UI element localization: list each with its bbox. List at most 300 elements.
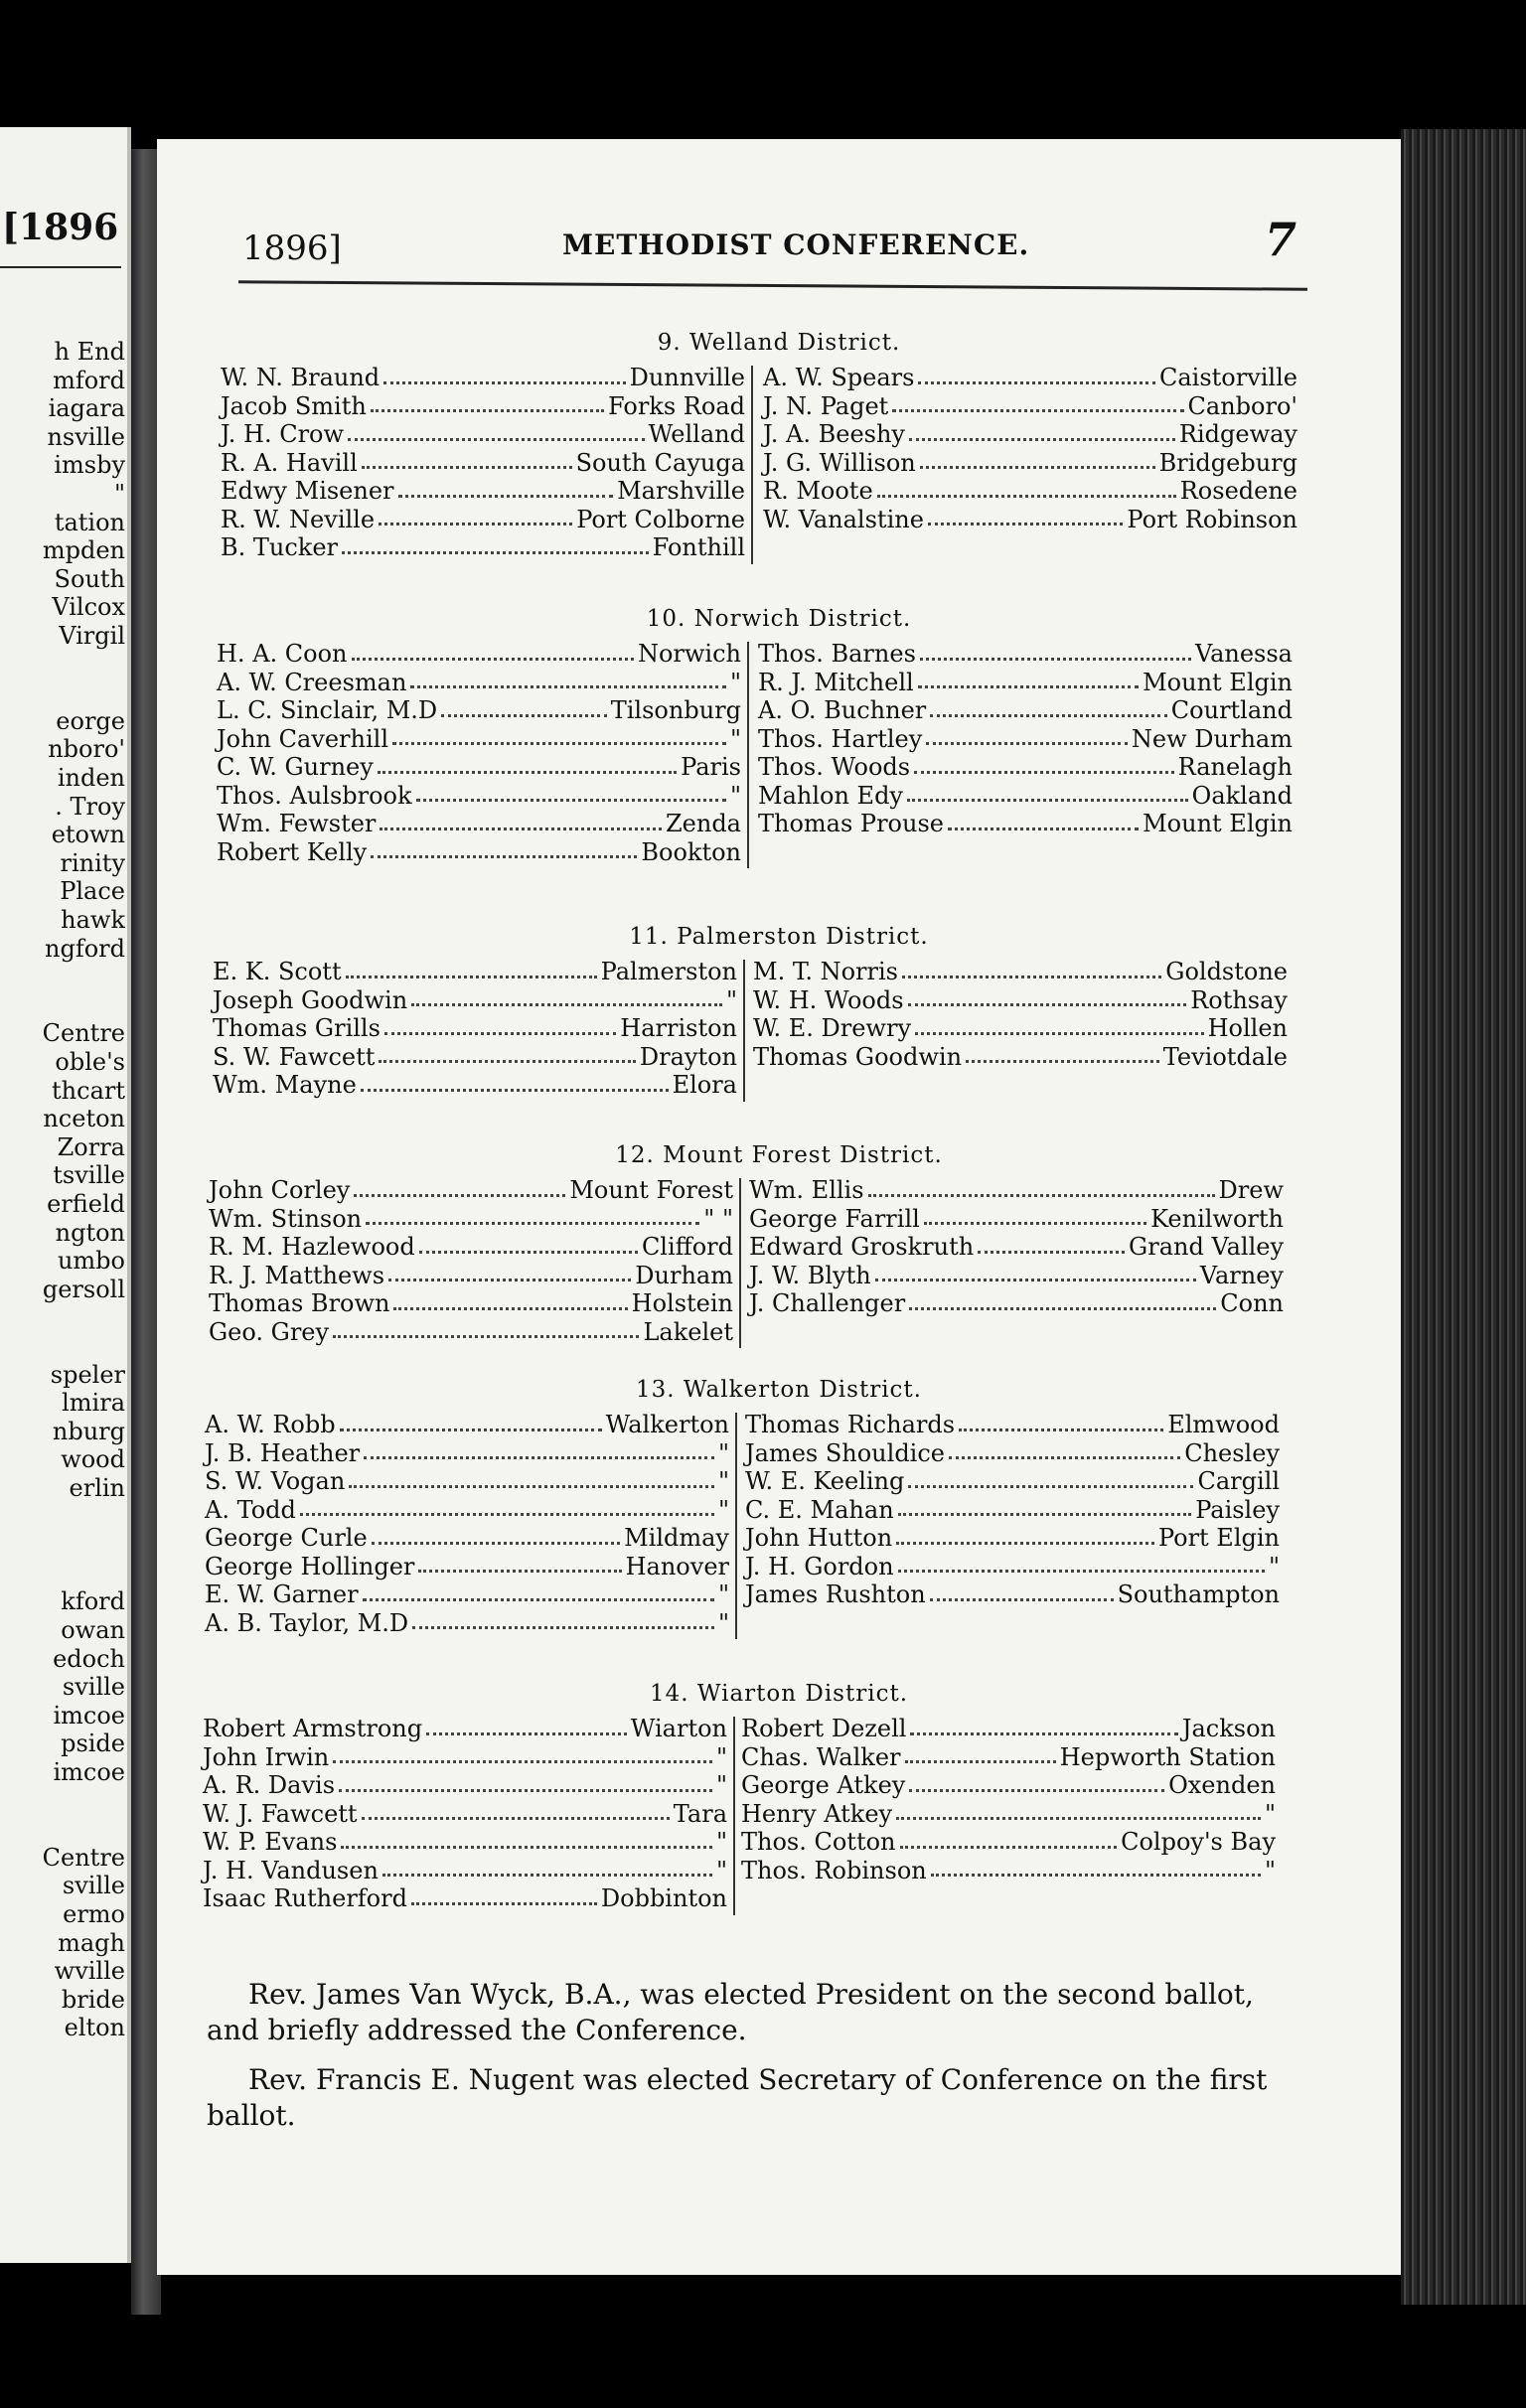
facing-page-line: . Troy (55, 792, 125, 821)
leader-dots (372, 1524, 620, 1545)
facing-page-line: Virgil (59, 622, 125, 650)
leader-dots (418, 1553, 621, 1574)
district-column-left (217, 640, 741, 866)
minister-entry (749, 1289, 1284, 1318)
minister-name: J. W. Blyth (749, 1261, 871, 1289)
secretary-paragraph: Rev. Francis E. Nugent was elected Secretary of Conference on the first ballot. (207, 2063, 1268, 2132)
district-title: 10. Norwich District. (646, 606, 912, 632)
leader-dots (371, 838, 637, 859)
circuit-name: " (717, 1608, 729, 1637)
leader-dots (341, 1828, 712, 1849)
minister-entry (203, 1715, 727, 1743)
minister-entry (205, 1553, 729, 1581)
minister-entry (213, 1014, 737, 1043)
district-column-left (213, 958, 737, 1100)
facing-page-rule (0, 266, 121, 268)
minister-name: J. G. Willison (763, 448, 916, 477)
minister-name: James Shouldice (745, 1438, 945, 1467)
leader-dots (920, 449, 1155, 470)
leader-dots (410, 669, 726, 689)
leader-dots (398, 477, 614, 498)
minister-entry (217, 838, 741, 867)
circuit-name: Hanover (625, 1552, 729, 1580)
circuit-name: Paisley (1195, 1495, 1280, 1524)
circuit-name: Tilsonburg (610, 696, 741, 724)
circuit-name: New Durham (1131, 724, 1293, 753)
minister-name: W. E. Drewry (753, 1014, 911, 1042)
leader-dots (914, 753, 1173, 774)
facing-page-line: speler (50, 1360, 125, 1389)
minister-entry (763, 392, 1297, 421)
minister-entry (745, 1496, 1280, 1525)
minister-entry (217, 810, 741, 838)
minister-name: A. Todd (205, 1495, 296, 1524)
circuit-name: Canboro' (1187, 391, 1297, 420)
circuit-name: Teviotdale (1162, 1042, 1288, 1071)
minister-entry (758, 640, 1293, 669)
minister-name: R. W. Neville (221, 505, 376, 533)
facing-page-line: elton (64, 2014, 125, 2042)
facing-page-line: sville (62, 1872, 125, 1900)
minister-entry (203, 1771, 727, 1800)
minister-entry (741, 1800, 1276, 1829)
circuit-name: " " (703, 1204, 733, 1233)
circuit-name: Cargill (1197, 1467, 1280, 1495)
district-column-right (758, 640, 1293, 838)
minister-name: E. W. Garner (205, 1580, 359, 1608)
leader-dots (300, 1496, 714, 1517)
leader-dots (948, 810, 1139, 830)
facing-page-line: thcart (52, 1076, 125, 1105)
leader-dots (930, 696, 1167, 717)
minister-name: W. J. Fawcett (203, 1799, 358, 1828)
circuit-name: Drayton (639, 1042, 737, 1071)
minister-entry (205, 1439, 729, 1468)
facing-page-line: Vilcox (52, 593, 125, 622)
minister-name: Thos. Hartley (758, 724, 923, 753)
minister-name: W. Vanalstine (763, 505, 924, 533)
facing-page-line: iagara (48, 394, 125, 423)
facing-page-line: rinity (60, 848, 125, 877)
minister-entry (221, 364, 745, 392)
running-head-title: METHODIST CONFERENCE. (562, 228, 1030, 261)
minister-name: J. B. Heather (205, 1438, 361, 1467)
minister-entry (209, 1318, 733, 1347)
district-column-right (745, 1411, 1280, 1609)
facing-page-line: kford (61, 1587, 125, 1616)
running-head-year: 1896] (242, 228, 342, 268)
leader-dots (930, 1580, 1114, 1601)
leader-dots (419, 1233, 638, 1254)
minister-name: Geo. Grey (209, 1317, 330, 1346)
minister-entry (217, 753, 741, 782)
minister-name: Isaac Rutherford (203, 1884, 407, 1912)
leader-dots (340, 1411, 602, 1431)
leader-dots (380, 810, 662, 830)
leader-dots (366, 1205, 699, 1226)
circuit-name: Norwich (637, 640, 741, 668)
leader-dots (349, 1467, 714, 1488)
district-title: 14. Wiarton District. (649, 1681, 909, 1707)
circuit-name: Paris (681, 753, 741, 781)
facing-page-line: magh (58, 1928, 125, 1957)
minister-name: L. C. Sinclair, M.D (217, 696, 438, 724)
facing-page-line: Zorra (57, 1132, 125, 1161)
minister-entry (763, 506, 1297, 534)
facing-page-line: imcoe (53, 1758, 125, 1786)
minister-name: Thomas Prouse (758, 810, 944, 837)
facing-page-line: mford (53, 366, 125, 394)
minister-name: Robert Armstrong (203, 1715, 423, 1742)
minister-name: M. T. Norris (753, 958, 898, 985)
minister-entry (753, 986, 1288, 1015)
minister-name: Thos. Aulsbrook (217, 781, 412, 810)
circuit-name: Palmerston (600, 958, 737, 985)
circuit-name: Oxenden (1168, 1771, 1276, 1799)
leader-dots (926, 725, 1128, 746)
minister-name: W. H. Woods (753, 985, 904, 1014)
minister-entry (209, 1233, 733, 1262)
minister-name: Wm. Stinson (209, 1204, 363, 1233)
circuit-name: Goldstone (1165, 958, 1288, 985)
minister-name: J. N. Paget (763, 391, 889, 420)
circuit-name: Durham (635, 1261, 733, 1289)
circuit-name: " (1268, 1552, 1280, 1580)
circuit-name: " (715, 1742, 727, 1771)
leader-dots (920, 640, 1191, 661)
circuit-name: Wiarton (630, 1715, 727, 1742)
minister-name: B. Tucker (221, 533, 339, 561)
minister-name: R. A. Havill (221, 448, 358, 477)
leader-dots (928, 506, 1123, 527)
minister-name: J. Challenger (749, 1289, 906, 1317)
circuit-name: Elora (672, 1071, 737, 1099)
minister-name: James Rushton (745, 1580, 926, 1608)
circuit-name: Harriston (620, 1014, 737, 1042)
leader-dots (361, 1071, 669, 1092)
leader-dots (910, 1715, 1177, 1735)
minister-name: Wm. Fewster (217, 810, 377, 837)
circuit-name: " (729, 724, 741, 753)
leader-dots (915, 1014, 1204, 1035)
minister-entry (221, 420, 745, 449)
circuit-name: Mount Elgin (1143, 810, 1293, 837)
circuit-name: Lakelet (643, 1317, 733, 1346)
leader-dots (362, 449, 572, 470)
district-column-left (221, 364, 745, 562)
minister-entry (213, 1071, 737, 1100)
minister-entry (758, 725, 1293, 754)
leader-dots (875, 1262, 1196, 1282)
circuit-name: " (729, 668, 741, 696)
leader-dots (924, 1205, 1146, 1226)
facing-page-line: imsby (54, 451, 125, 480)
minister-entry (213, 958, 737, 986)
facing-page-line: wville (54, 1957, 125, 1986)
minister-name: Thos. Woods (758, 753, 911, 781)
facing-page-line: tsville (53, 1161, 125, 1190)
minister-entry (749, 1262, 1284, 1290)
minister-name: J. H. Gordon (745, 1552, 894, 1580)
leader-dots (342, 533, 649, 554)
minister-entry (749, 1233, 1284, 1262)
minister-name: Thomas Grills (213, 1014, 381, 1042)
minister-entry (221, 477, 745, 506)
minister-name: George Atkey (741, 1771, 906, 1799)
leader-dots (978, 1233, 1125, 1254)
minister-entry (217, 669, 741, 697)
leader-dots (388, 1262, 631, 1282)
minister-entry (217, 696, 741, 725)
circuit-name: Mount Elgin (1143, 668, 1293, 696)
minister-entry (217, 725, 741, 754)
facing-page-line: eorge (56, 706, 125, 735)
circuit-name: Hepworth Station (1059, 1742, 1276, 1771)
leader-dots (898, 1553, 1265, 1574)
minister-entry (203, 1800, 727, 1829)
circuit-name: " (725, 985, 737, 1014)
minister-name: Edward Groskruth (749, 1233, 975, 1261)
minister-entry (741, 1715, 1276, 1743)
facing-page-line: ngton (55, 1218, 125, 1247)
minister-entry (745, 1580, 1280, 1609)
minister-name: Thos. Robinson (741, 1856, 927, 1884)
minister-entry (758, 782, 1293, 811)
minister-name: Robert Kelly (217, 837, 368, 866)
minister-name: Thomas Richards (745, 1411, 956, 1438)
minister-entry (203, 1828, 727, 1857)
minister-entry (753, 1043, 1288, 1072)
minister-name: John Irwin (203, 1742, 330, 1771)
circuit-name: Courtland (1170, 696, 1293, 724)
leader-dots (393, 1289, 627, 1310)
circuit-name: Fonthill (652, 533, 745, 561)
circuit-name: Tara (673, 1799, 727, 1828)
leader-dots (412, 1609, 714, 1630)
minister-name: A. B. Taylor, M.D (205, 1608, 409, 1637)
facing-page-line: nboro' (48, 735, 125, 764)
minister-entry (745, 1411, 1280, 1439)
circuit-name: " (717, 1495, 729, 1524)
minister-entry (205, 1411, 729, 1439)
minister-entry (741, 1857, 1276, 1885)
circuit-name: Kenilworth (1150, 1204, 1284, 1233)
leader-dots (908, 986, 1187, 1007)
minister-entry (213, 986, 737, 1015)
minister-entry (221, 533, 745, 562)
facing-page-line: mpden (42, 536, 125, 565)
circuit-name: " (715, 1856, 727, 1884)
leader-dots (416, 782, 726, 803)
page-number: 7 (1265, 213, 1297, 266)
district-column-right (753, 958, 1288, 1071)
minister-name: Robert Dezell (741, 1715, 907, 1742)
facing-page-line: nsville (47, 422, 125, 451)
facing-page-line: ngford (45, 934, 125, 963)
minister-entry (205, 1609, 729, 1638)
minister-entry (209, 1176, 733, 1205)
minister-entry (763, 449, 1297, 478)
minister-name: C. W. Gurney (217, 753, 374, 781)
circuit-name: Southampton (1117, 1580, 1280, 1608)
leader-dots (362, 1800, 670, 1821)
leader-dots (949, 1439, 1180, 1460)
leader-dots (877, 477, 1176, 498)
circuit-name: Chesley (1184, 1438, 1280, 1467)
minister-name: George Curle (205, 1524, 368, 1552)
minister-entry (213, 1043, 737, 1072)
facing-page-line: South (54, 564, 125, 593)
circuit-name: Dunnville (629, 364, 745, 391)
facing-page-line: nceton (43, 1105, 125, 1133)
leader-dots (959, 1411, 1163, 1431)
leader-dots (411, 986, 722, 1007)
circuit-name: Rosedene (1179, 477, 1297, 505)
minister-name: A. W. Creesman (217, 668, 407, 696)
circuit-name: Hollen (1207, 1014, 1288, 1042)
minister-name: Thos. Barnes (758, 640, 916, 668)
facing-page-line: owan (61, 1616, 125, 1644)
minister-name: R. J. Mitchell (758, 668, 914, 696)
president-paragraph: Rev. James Van Wyck, B.A., was elected President on the second ballot, and briefly addressed the Conference. (207, 1978, 1254, 2046)
circuit-name: " (717, 1438, 729, 1467)
leader-dots (896, 1800, 1261, 1821)
minister-entry (741, 1771, 1276, 1800)
leader-dots (966, 1043, 1159, 1064)
minister-name: Wm. Mayne (213, 1071, 357, 1099)
leader-dots (902, 958, 1161, 978)
circuit-name: Conn (1220, 1289, 1284, 1317)
minister-entry (753, 1014, 1288, 1043)
minister-entry (221, 449, 745, 478)
column-divider (747, 642, 749, 868)
leader-dots (354, 1176, 565, 1197)
circuit-name: Bridgeburg (1158, 448, 1297, 477)
leader-dots (333, 1743, 712, 1764)
circuit-name: Dobbinton (600, 1884, 727, 1912)
minister-entry (741, 1828, 1276, 1857)
leader-dots (333, 1318, 639, 1339)
circuit-name: Vanessa (1194, 640, 1293, 668)
circuit-name: " (1264, 1799, 1276, 1828)
circuit-name: Bookton (641, 837, 741, 866)
minister-entry (749, 1205, 1284, 1234)
book-page (157, 139, 1401, 2275)
circuit-name: Holstein (631, 1289, 733, 1317)
facing-page-line: nburg (52, 1417, 125, 1445)
minister-name: George Farrill (749, 1204, 920, 1233)
district-title: 13. Walkerton District. (636, 1377, 922, 1403)
facing-page-year: [1896 (2, 207, 119, 248)
leader-dots (346, 958, 597, 978)
circuit-name: Forks Road (608, 391, 745, 420)
circuit-name: Varney (1199, 1261, 1284, 1289)
leader-dots (909, 420, 1175, 441)
leader-dots (900, 1828, 1118, 1849)
minister-entry (203, 1884, 727, 1913)
facing-page-line: erlin (69, 1474, 125, 1502)
minister-entry (221, 392, 745, 421)
minister-name: Thos. Cotton (741, 1828, 896, 1856)
leader-dots (896, 1524, 1154, 1545)
book-spine-edge (1401, 129, 1526, 2305)
leader-dots (411, 1884, 597, 1905)
minister-name: A. W. Spears (763, 364, 915, 391)
circuit-name: Grand Valley (1129, 1233, 1284, 1261)
circuit-name: Elmwood (1167, 1411, 1280, 1438)
district-column-right (741, 1715, 1276, 1884)
facing-page-strip (0, 127, 131, 2263)
circuit-name: Colpoy's Bay (1121, 1828, 1276, 1856)
minister-name: C. E. Mahan (745, 1495, 894, 1524)
minister-name: J. H. Vandusen (203, 1856, 379, 1884)
leader-dots (371, 392, 604, 413)
district-title: 11. Palmerston District. (629, 924, 929, 950)
facing-page-line: gersoll (42, 1275, 125, 1303)
minister-name: Thomas Brown (209, 1289, 390, 1317)
column-divider (735, 1413, 737, 1639)
minister-name: R. M. Hazlewood (209, 1233, 415, 1261)
circuit-name: Drew (1218, 1176, 1284, 1204)
minister-name: Wm. Ellis (749, 1176, 864, 1204)
circuit-name: Port Elgin (1157, 1524, 1280, 1552)
facing-page-line: inden (57, 764, 125, 792)
district-column-left (209, 1176, 733, 1346)
district-column-left (203, 1715, 727, 1913)
minister-entry (217, 782, 741, 811)
leader-dots (348, 420, 645, 441)
minister-entry (209, 1262, 733, 1290)
minister-entry (758, 753, 1293, 782)
leader-dots (892, 392, 1183, 413)
leader-dots (379, 506, 572, 527)
minister-name: W. E. Keeling (745, 1467, 905, 1495)
minister-name: Mahlon Edy (758, 781, 903, 810)
circuit-name: Jackson (1181, 1715, 1276, 1742)
facing-page-line: imcoe (53, 1701, 125, 1730)
leader-dots (441, 696, 607, 717)
leader-dots (918, 669, 1139, 689)
facing-page-line: hawk (61, 906, 125, 934)
leader-dots (392, 725, 726, 746)
minister-name: Henry Atkey (741, 1799, 893, 1828)
minister-entry (745, 1439, 1280, 1468)
minister-entry (753, 958, 1288, 986)
leader-dots (909, 1771, 1164, 1792)
minister-name: Edwy Misener (221, 477, 394, 505)
minister-name: J. A. Beeshy (763, 420, 905, 448)
district-column-right (763, 364, 1297, 533)
minister-entry (205, 1580, 729, 1609)
leader-dots (908, 1467, 1193, 1488)
minister-entry (758, 669, 1293, 697)
circuit-name: Clifford (641, 1233, 733, 1261)
minister-name: W. N. Braund (221, 364, 381, 391)
minister-entry (217, 640, 741, 669)
column-divider (743, 960, 745, 1102)
minister-name: E. K. Scott (213, 958, 342, 985)
minister-entry (745, 1467, 1280, 1496)
circuit-name: " (1264, 1856, 1276, 1884)
leader-dots (907, 782, 1188, 803)
minister-name: George Hollinger (205, 1552, 415, 1580)
leader-dots (379, 1043, 635, 1064)
minister-name: Chas. Walker (741, 1742, 901, 1771)
minister-entry (763, 420, 1297, 449)
leader-dots (384, 1014, 616, 1035)
minister-name: R. J. Matthews (209, 1261, 385, 1289)
minister-name: J. H. Crow (221, 420, 345, 448)
